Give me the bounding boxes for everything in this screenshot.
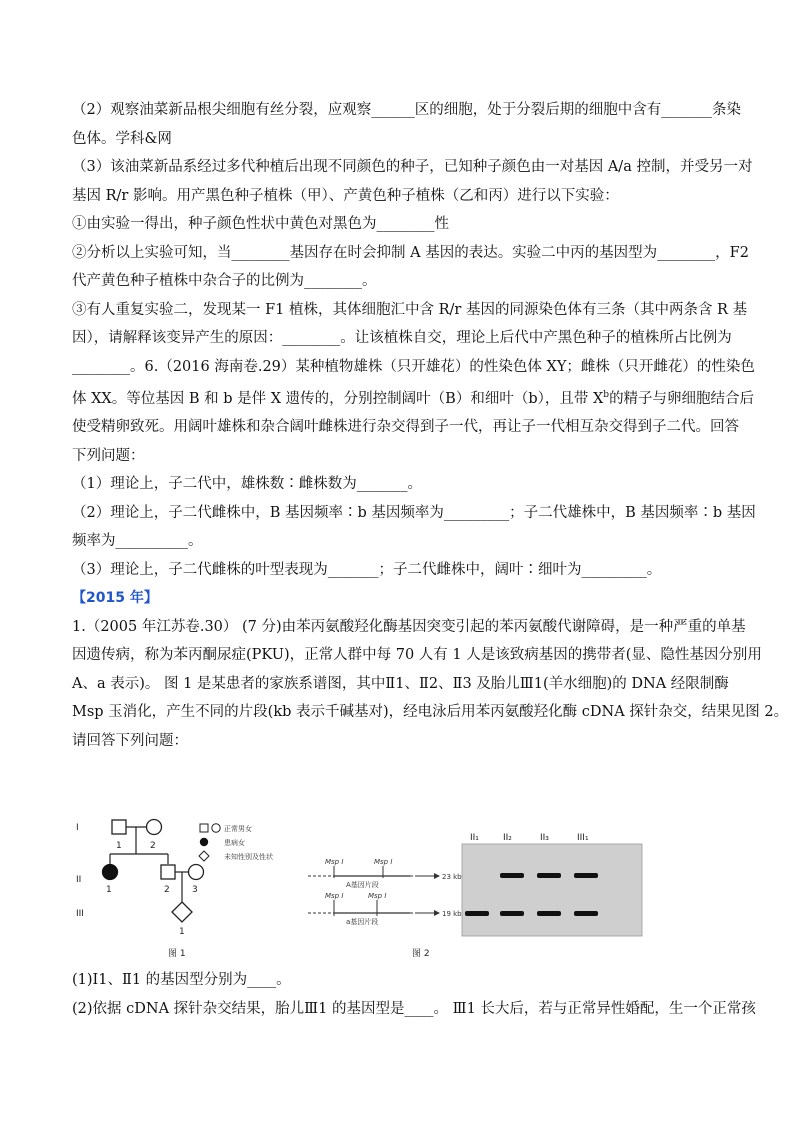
msp1-label: Msp I — [325, 892, 344, 900]
text-line: Msp 玉消化，产生不同的片段(kb 表示千碱基对)，经电泳后用苯丙氨酸羟化酶 cDNA 探针杂交，结果见图 2。 — [72, 704, 789, 721]
generation-III-label: III — [76, 909, 84, 919]
text-line: 代产黄色种子植株中杂合子的比例为________。 — [72, 273, 377, 289]
text-line: ①由实验一得出，种子颜色性状中黄色对黑色为________性 — [72, 216, 449, 232]
text-line: 下列问题： — [72, 447, 145, 464]
figure-1-caption: 图 1 — [168, 949, 186, 959]
legend-affected: 患病女 — [224, 839, 245, 847]
A-fragment-label: A基因片段 — [346, 881, 379, 889]
band-II2-23kb — [500, 873, 524, 878]
section-year-heading: 【2015 年】 — [72, 590, 158, 607]
II2-number: 2 — [164, 885, 170, 895]
I2-female — [147, 820, 162, 835]
msp1-label: Msp I — [374, 858, 393, 866]
legend-normal: 正常男女 — [224, 825, 252, 833]
question-text — [72, 96, 789, 755]
text-line: 频率为__________。 — [72, 533, 203, 550]
II1-number: 1 — [106, 885, 112, 895]
band-II3-19kb — [537, 911, 561, 916]
band-II1-19kb — [465, 911, 489, 916]
text-line: 色体。学科&网 — [72, 130, 172, 147]
III1-number: 1 — [179, 927, 185, 937]
text-line: ________。6.（2016 海南卷.29）某种植物雄株（只开雄花）的性染色体 XY；雌株（只开雌花）的性染色 — [72, 358, 755, 375]
lane-III1-label: III₁ — [577, 833, 589, 843]
I1-male — [112, 820, 126, 834]
pedigree-figure — [76, 820, 273, 960]
legend-unknown: 未知性别及性状 — [224, 853, 273, 861]
text-line: 请回答下列问题： — [72, 732, 188, 749]
text-line — [72, 381, 755, 413]
band-II3-23kb — [537, 873, 561, 878]
II1-affected-female — [103, 865, 118, 880]
19kb-label: 19 kb — [442, 910, 462, 918]
text-line: 因遗传病，称为苯丙酮尿症(PKU)，正常人群中每 70 人有 1 人是该致病基因的携带者(显、隐性基因分别用 — [72, 647, 762, 664]
23kb-label: 23 kb — [442, 873, 462, 881]
msp1-label: Msp I — [325, 858, 344, 866]
text-line: (1)Ⅰ1、Ⅱ1 的基因型分别为____。 — [72, 972, 291, 988]
text-line: （1）理论上，子二代中，雄株数∶雌株数为_______。 — [72, 476, 422, 493]
text-line: ②分析以上实验可知，当________基因存在时会抑制 A 基因的表达。实验二中丙的基因型为________，F2 — [72, 244, 749, 261]
blot-membrane — [462, 844, 642, 936]
question-parts — [72, 966, 756, 1023]
msp1-label: Msp I — [368, 892, 387, 900]
superscript-b: b — [603, 390, 610, 400]
III1-fetus-unknown — [172, 902, 192, 922]
band-III1-23kb — [574, 873, 598, 878]
text-line: （2）观察油菜新品根尖细胞有丝分裂，应观察______区的细胞，处于分裂后期的细胞中含有_______条染 — [72, 102, 741, 118]
generation-II-label: II — [76, 875, 82, 885]
legend-square-icon — [200, 824, 208, 832]
text-line: 使受精卵致死。用阔叶雄株和杂合阔叶雌株进行杂交得到子一代，再让子一代相互杂交得到子二代。回答 — [72, 419, 739, 436]
legend-diamond-icon — [199, 851, 209, 861]
text-line: A、a 表示)。 图 1 是某患者的家族系谱图，其中Ⅱ1、Ⅱ2、Ⅱ3 及胎儿Ⅲ1(羊水细胞)的 DNA 经限制酶 — [72, 675, 729, 692]
lane-II3-label: II₃ — [540, 833, 549, 843]
a-fragment-label: a基因片段 — [346, 918, 379, 926]
text-line: （3）该油菜新品系经过多代种植后出现不同颜色的种子，已知种子颜色由一对基因 A/a 控制，并受另一对 — [72, 159, 753, 175]
text-line: 因），请解释该变异产生的原因：________。让该植株自交，理论上后代中产黑色种子的植株所占比例为 — [72, 330, 732, 346]
figures — [72, 812, 738, 962]
I1-number: 1 — [116, 841, 122, 851]
lane-II1-label: II₁ — [470, 833, 479, 843]
band-II2-19kb — [500, 911, 524, 916]
text-line: 基因 R/r 影响。用产黑色种子植株（甲）、产黄色种子植株（乙和丙）进行以下实验： — [72, 187, 619, 204]
text-line: 1.（2005 年江苏卷.30） (7 分)由苯丙氨酸羟化酶基因突变引起的苯丙氨酸代谢障碍，是一种严重的单基 — [72, 618, 746, 635]
figure-2-caption: 图 2 — [412, 949, 430, 959]
legend-filled-circle-icon — [200, 838, 208, 846]
legend-circle-icon — [212, 824, 220, 832]
I2-number: 2 — [150, 841, 156, 851]
band-III1-19kb — [574, 911, 598, 916]
II2-male — [161, 865, 175, 879]
II3-number: 3 — [192, 885, 198, 895]
text-segment: 体 XX。等位基因 B 和 b 是伴 X 遗传的，分别控制阔叶（B）和细叶（b），且带 X — [72, 390, 604, 407]
lane-II2-label: II₂ — [503, 833, 512, 843]
II3-female — [189, 865, 204, 880]
text-line: （2）理论上，子二代雌株中，B 基因频率∶b 基因频率为_________；子二代雄株中，B 基因频率∶b 基因 — [72, 504, 756, 521]
generation-I-label: I — [76, 823, 79, 833]
text-line: (2)依据 cDNA 探针杂交结果，胎儿Ⅲ1 的基因型是____。 Ⅲ1 长大后，若与正常异性婚配，生一个正常孩 — [72, 1000, 756, 1017]
figure-svg — [72, 812, 738, 962]
blot-figure — [308, 833, 642, 959]
text-segment: 的精子与卵细胞结合后 — [609, 390, 755, 407]
text-line: （3）理论上，子二代雌株的叶型表现为_______；子二代雌株中，阔叶∶细叶为_________。 — [72, 561, 662, 578]
text-line: ③有人重复实验二，发现某一 F1 植株，其体细胞汇中含 R/r 基因的同源染色体有三条（其中两条含 R 基 — [72, 301, 748, 318]
